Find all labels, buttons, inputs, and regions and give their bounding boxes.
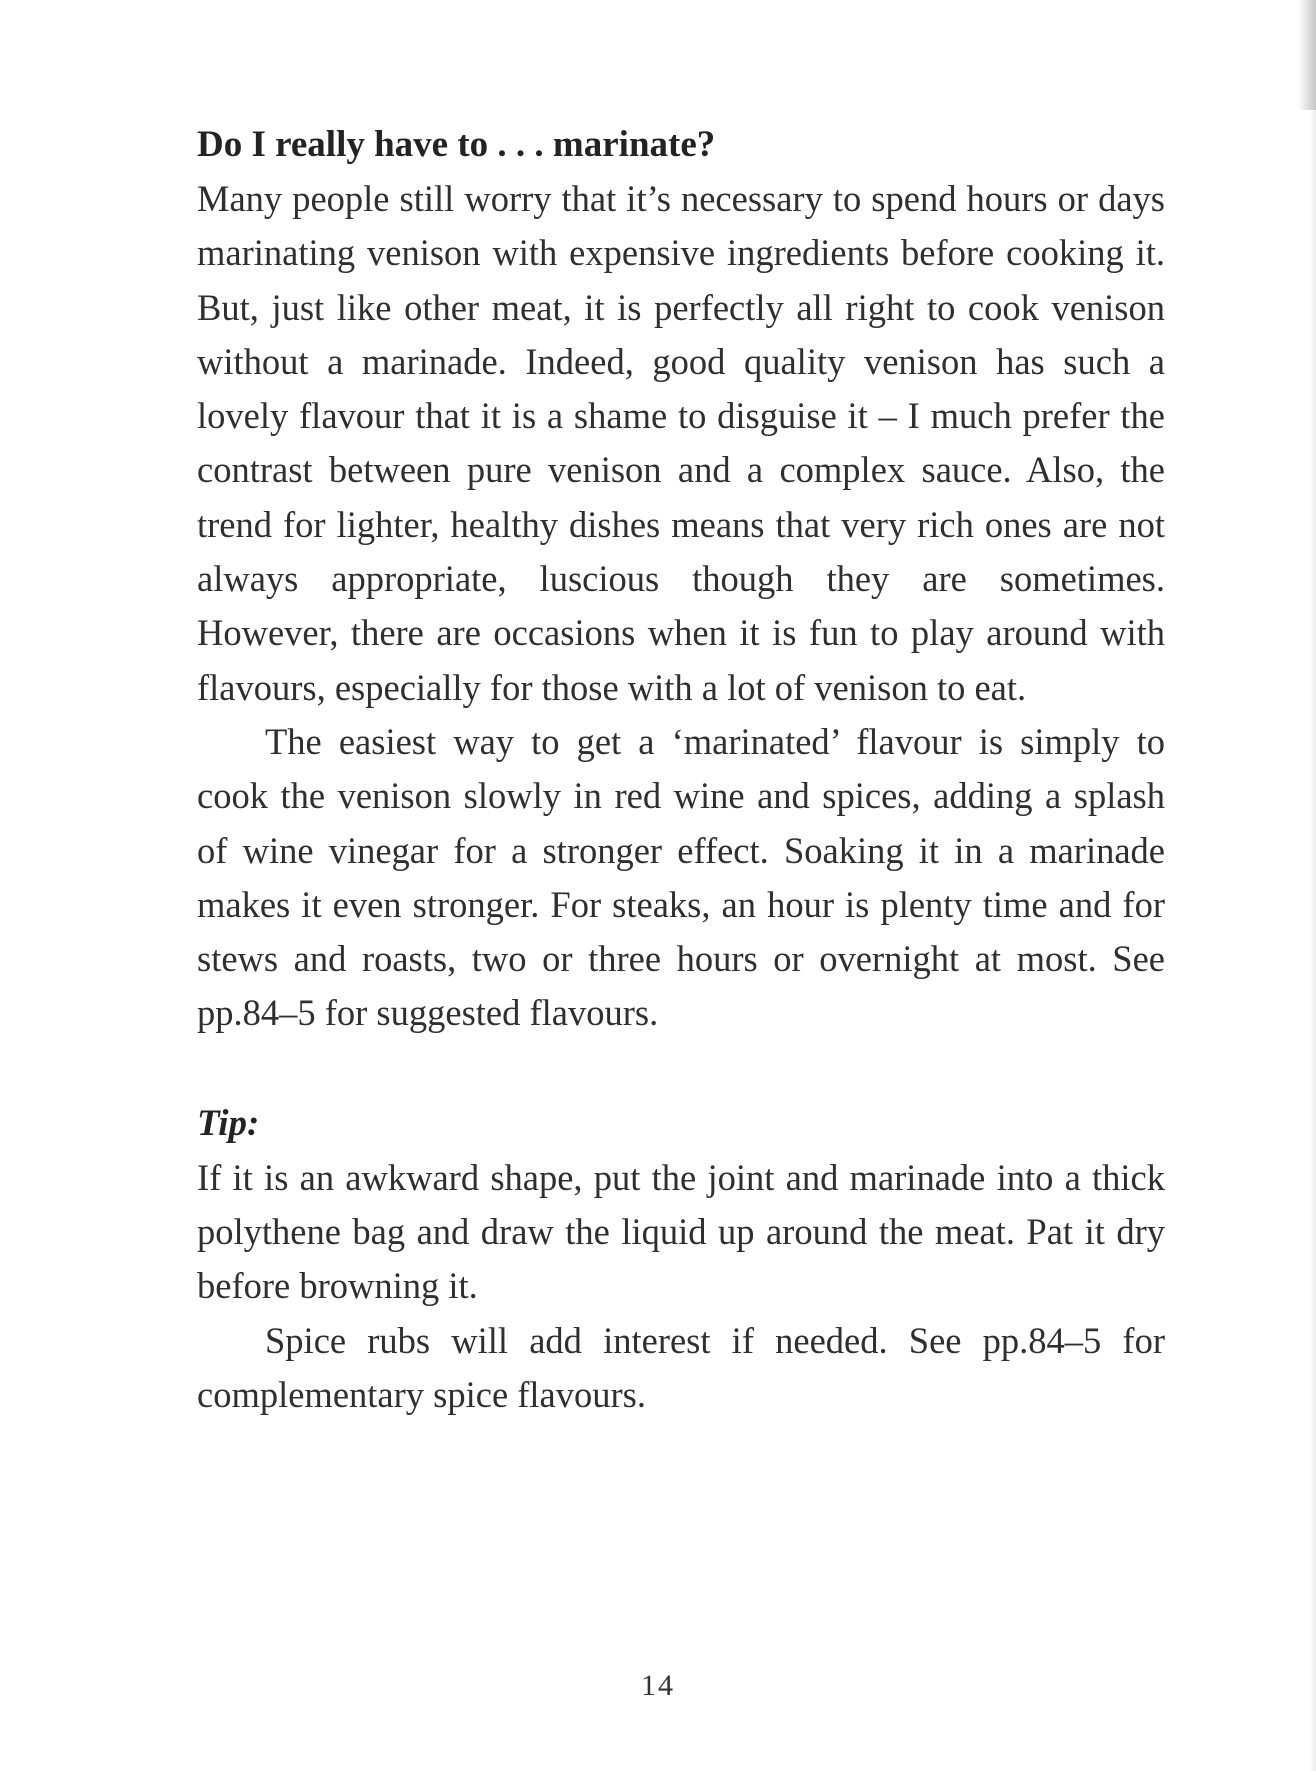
- tip-heading: Tip:: [197, 1102, 260, 1144]
- section-paragraph-1: Many people still worry that it’s necessary to spend hours or days marinating venison with expensive ingredients before cooking it. But, just like other meat, it is perfectly all right to cook venison without a marinade. Indeed, good quality venison has such a lovely flavour that it is a shame to disguise it – I much prefer the contrast between pure venison and a complex sauce. Also, the trend for lighter, healthy dishes means that very rich ones are not always appropriate, luscious though they are sometimes. However, there are occasions when it is fun to play around with flavours, especially for those with a lot of venison to eat.: [197, 178, 1165, 708]
- section-paragraph-2: The easiest way to get a ‘marinated’ flavour is simply to cook the venison slowly in red wine and spices, adding a splash of wine vinegar for a stronger effect. Soaking it in a marinade makes it even stronger. For steaks, an hour is plenty time and for stews and roasts, two or three hours or overnight at most. See pp.84–5 for suggested flavours.: [197, 720, 1165, 1034]
- page-edge-right-shadow: [1310, 110, 1316, 1771]
- tip-paragraph-1: If it is an awkward shape, put the joint and marinade into a thick polythene bag and draw the liquid up around the meat. Pat it dry before browning it.: [197, 1156, 1165, 1307]
- section-heading: Do I really have to . . . marinate?: [197, 124, 716, 165]
- page-content: [197, 118, 1165, 1422]
- page-number: 14: [641, 1669, 675, 1702]
- page-edge-shadow: [1298, 0, 1316, 110]
- tip-paragraph-2: Spice rubs will add interest if needed. See pp.84–5 for complementary spice flavours.: [197, 1319, 1165, 1415]
